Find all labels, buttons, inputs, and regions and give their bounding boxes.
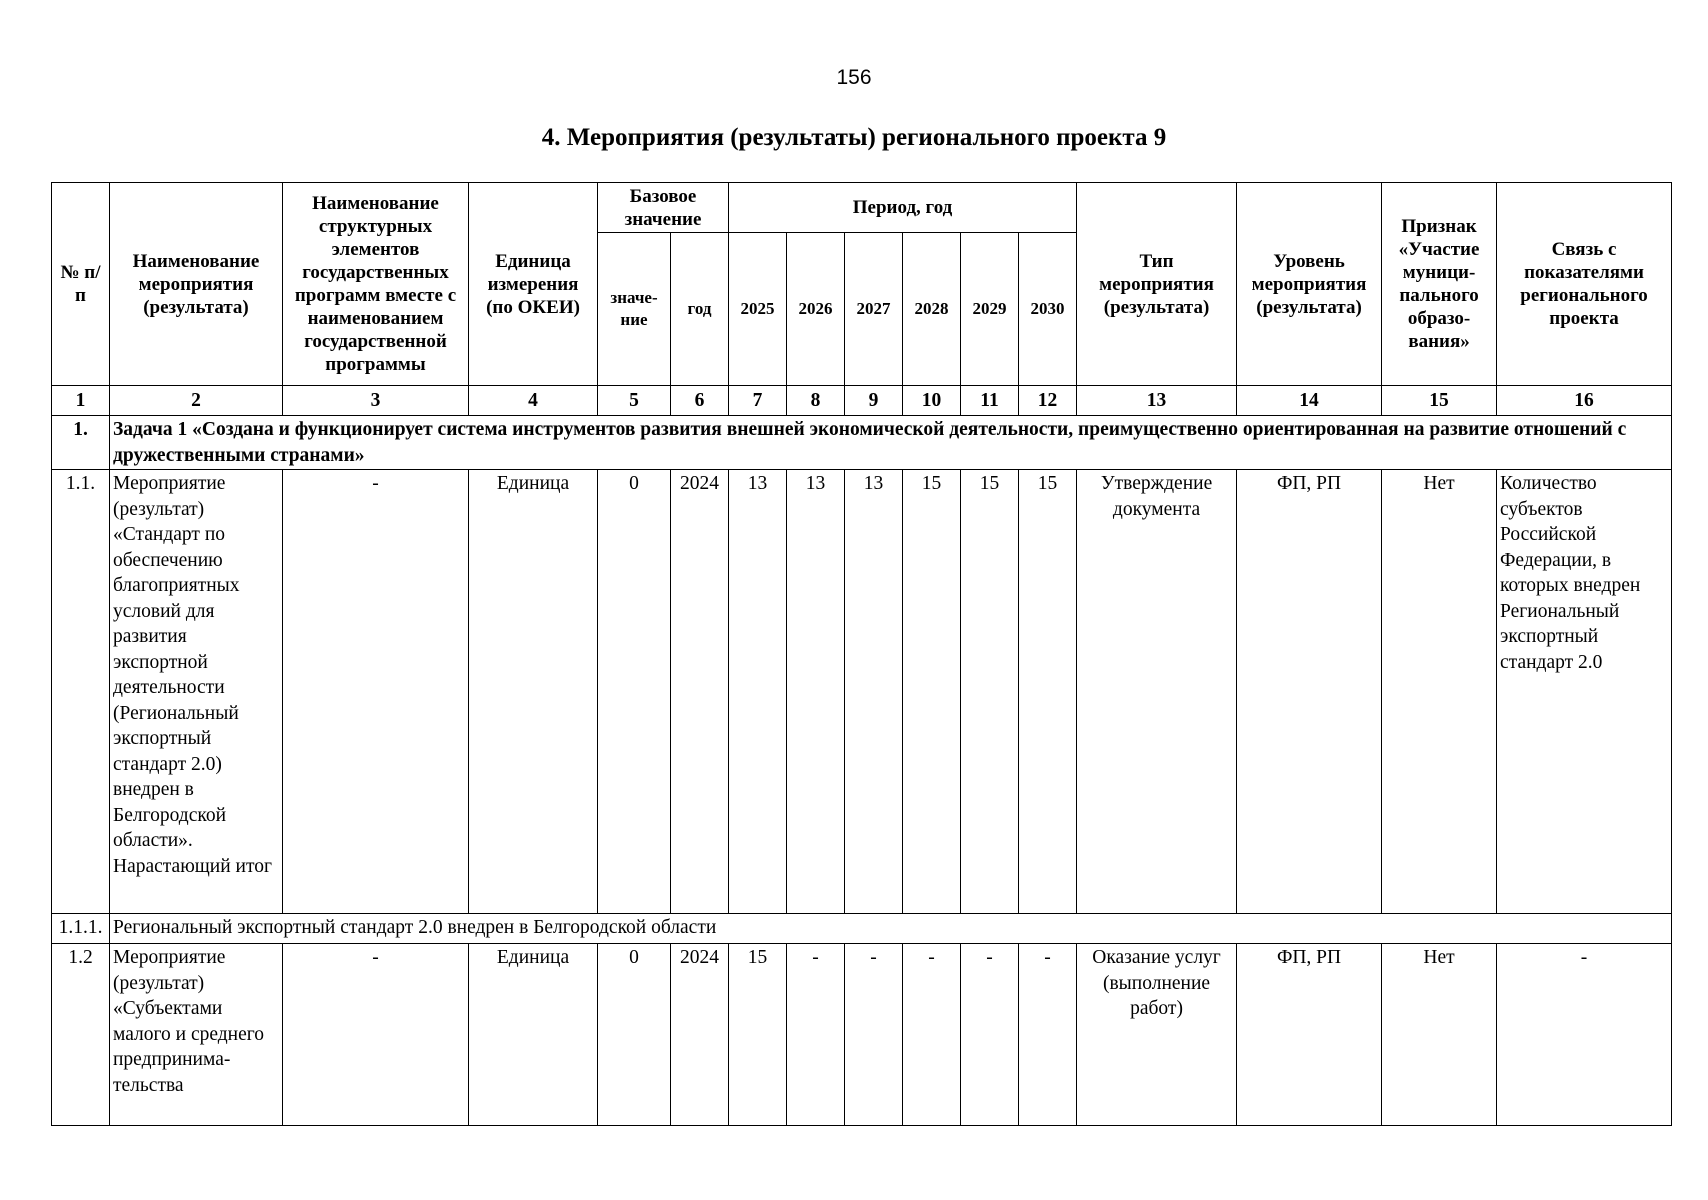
subrow xyxy=(52,914,1672,944)
header-year: 2028 xyxy=(903,233,961,386)
measures-table xyxy=(51,182,1672,1126)
column-number: 13 xyxy=(1077,386,1237,416)
row-level: ФП, РП xyxy=(1237,470,1382,914)
column-number: 14 xyxy=(1237,386,1382,416)
header-unit: Единица измерения (по ОКЕИ) xyxy=(469,183,598,386)
row-structural: - xyxy=(283,944,469,1126)
header-structural: Наименование структурных элементов государственных программ вместе с наименованием государственной программы xyxy=(283,183,469,386)
subrow-number: 1.1.1. xyxy=(52,914,110,944)
header-year: 2026 xyxy=(787,233,845,386)
header-name: Наименование мероприятия (результата) xyxy=(110,183,283,386)
row-year-value: 15 xyxy=(961,470,1019,914)
row-number: 1.1. xyxy=(52,470,110,914)
header-type: Тип мероприятия (результата) xyxy=(1077,183,1237,386)
header-year: 2030 xyxy=(1019,233,1077,386)
row-level: ФП, РП xyxy=(1237,944,1382,1126)
column-number: 8 xyxy=(787,386,845,416)
row-year-value: - xyxy=(903,944,961,1126)
row-name: Мероприятие (результат) «Стандарт по обеспечению благоприятных условий для развития экспортной деятельности (Региональный экспортный стандарт 2.0) внедрен в Белгородской области». Нарастающий итог xyxy=(110,470,283,914)
column-number: 5 xyxy=(598,386,671,416)
task-text: Задача 1 «Создана и функционирует система инструментов развития внешней экономической деятельности, преимущественно ориентированная на развитие отношений с дружественными странами» xyxy=(110,416,1672,470)
column-number: 6 xyxy=(671,386,729,416)
column-number: 12 xyxy=(1019,386,1077,416)
row-name: Мероприятие (результат) «Субъектами малого и среднего предпринима-тельства xyxy=(110,944,283,1126)
task-number: 1. xyxy=(52,416,110,470)
header-year: 2029 xyxy=(961,233,1019,386)
header-no: № п/п xyxy=(52,183,110,386)
column-number: 11 xyxy=(961,386,1019,416)
column-number: 3 xyxy=(283,386,469,416)
column-number: 9 xyxy=(845,386,903,416)
header-year: 2025 xyxy=(729,233,787,386)
header-year: 2027 xyxy=(845,233,903,386)
row-type: Оказание услуг (выполнение работ) xyxy=(1077,944,1237,1126)
row-type: Утверждение документа xyxy=(1077,470,1237,914)
header-row-1 xyxy=(52,183,1672,233)
table-row xyxy=(52,944,1672,1126)
row-unit: Единица xyxy=(469,470,598,914)
page-number: 156 xyxy=(836,66,872,89)
document-title: 4. Мероприятия (результаты) регионального проекта 9 xyxy=(541,124,1167,151)
task-row xyxy=(52,416,1672,470)
row-year-value: 13 xyxy=(787,470,845,914)
row-base-value: 0 xyxy=(598,944,671,1126)
row-year-value: 13 xyxy=(729,470,787,914)
column-number: 1 xyxy=(52,386,110,416)
header-base-year: год xyxy=(671,233,729,386)
row-year-value: - xyxy=(845,944,903,1126)
row-year-value: 13 xyxy=(845,470,903,914)
header-link: Связь с показателями регионального проекта xyxy=(1497,183,1672,386)
header-period: Период, год xyxy=(729,183,1077,233)
column-number: 7 xyxy=(729,386,787,416)
row-base-value: 0 xyxy=(598,470,671,914)
row-year-value: - xyxy=(787,944,845,1126)
column-number: 15 xyxy=(1382,386,1497,416)
row-year-value: 15 xyxy=(903,470,961,914)
header-base: Базовое значение xyxy=(598,183,729,233)
column-number: 16 xyxy=(1497,386,1672,416)
subrow-text: Региональный экспортный стандарт 2.0 внедрен в Белгородской области xyxy=(110,914,1672,944)
row-municipal: Нет xyxy=(1382,944,1497,1126)
column-number: 4 xyxy=(469,386,598,416)
row-structural: - xyxy=(283,470,469,914)
header-municipal: Признак «Участие муници-пального образо-вания» xyxy=(1382,183,1497,386)
row-year-value: - xyxy=(961,944,1019,1126)
column-numbers-row xyxy=(52,386,1672,416)
header-level: Уровень мероприятия (результата) xyxy=(1237,183,1382,386)
column-number: 2 xyxy=(110,386,283,416)
row-year-value: - xyxy=(1019,944,1077,1126)
row-year-value: 15 xyxy=(729,944,787,1126)
row-link: Количество субъектов Российской Федерации, в которых внедрен Региональный экспортный стандарт 2.0 xyxy=(1497,470,1672,914)
row-unit: Единица xyxy=(469,944,598,1126)
row-base-year: 2024 xyxy=(671,470,729,914)
row-municipal: Нет xyxy=(1382,470,1497,914)
table-row xyxy=(52,470,1672,914)
row-number: 1.2 xyxy=(52,944,110,1126)
row-base-year: 2024 xyxy=(671,944,729,1126)
row-year-value: 15 xyxy=(1019,470,1077,914)
column-number: 10 xyxy=(903,386,961,416)
row-link: - xyxy=(1497,944,1672,1126)
header-base-value: значе-ние xyxy=(598,233,671,386)
